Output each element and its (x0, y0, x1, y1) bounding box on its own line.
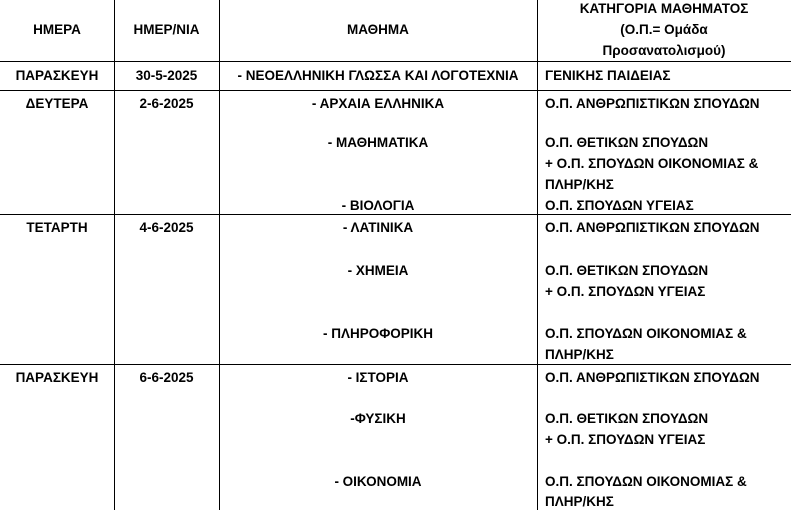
row-day: ΤΕΤΑΡΤΗ (26, 220, 88, 235)
category-cell: ΠΛΗΡ/ΚΗΣ (545, 347, 614, 362)
category-cell: Ο.Π. ΑΝΘΡΩΠΙΣΤΙΚΩΝ ΣΠΟΥΔΩΝ (545, 370, 760, 385)
subject-cell: - ΜΑΘΗΜΑΤΙΚΑ (327, 135, 429, 150)
category-cell: + Ο.Π. ΣΠΟΥΔΩΝ ΥΓΕΙΑΣ (545, 432, 706, 447)
category-cell: + Ο.Π. ΣΠΟΥΔΩΝ ΥΓΕΙΑΣ (545, 284, 706, 299)
category-cell: Ο.Π. ΘΕΤΙΚΩΝ ΣΠΟΥΔΩΝ (545, 135, 709, 150)
row-divider (0, 61, 791, 62)
category-cell: + Ο.Π. ΣΠΟΥΔΩΝ ΟΙΚΟΝΟΜΙΑΣ & (545, 156, 759, 171)
row-day: ΠΑΡΑΣΚΕΥΗ (15, 68, 99, 83)
header-category-line-2: (Ο.Π.= Ομάδα (620, 22, 708, 37)
subject-cell: - ΒΙΟΛΟΓΙΑ (341, 198, 415, 213)
category-cell: Ο.Π. ΣΠΟΥΔΩΝ ΥΓΕΙΑΣ (545, 198, 694, 213)
category-cell: Ο.Π. ΑΝΘΡΩΠΙΣΤΙΚΩΝ ΣΠΟΥΔΩΝ (545, 96, 760, 111)
subject-cell: - ΠΛΗΡΟΦΟΡΙΚΗ (322, 326, 434, 341)
subject-cell: - ΑΡΧΑΙΑ ΕΛΛΗΝΙΚΑ (311, 96, 445, 111)
header-subject: ΜΑΘΗΜΑ (347, 22, 409, 37)
row-day: ΔΕΥΤΕΡΑ (25, 96, 89, 111)
category-cell: Ο.Π. ΣΠΟΥΔΩΝ ΟΙΚΟΝΟΜΙΑΣ & (545, 326, 747, 341)
column-divider (537, 0, 538, 510)
row-date: 2-6-2025 (139, 96, 194, 111)
subject-cell: - ΛΑΤΙΝΙΚΑ (342, 220, 414, 235)
subject-cell: -ΦΥΣΙΚΗ (350, 411, 406, 426)
header-date: ΗΜΕΡ/ΝΙΑ (133, 22, 200, 37)
category-cell: ΠΛΗΡ/ΚΗΣ (545, 177, 614, 192)
header-category-line-1: ΚΑΤΗΓΟΡΙΑ ΜΑΘΗΜΑΤΟΣ (579, 1, 749, 16)
row-date: 6-6-2025 (139, 370, 194, 385)
category-cell: ΠΛΗΡ/ΚΗΣ (545, 494, 614, 509)
category-cell: Ο.Π. ΘΕΤΙΚΩΝ ΣΠΟΥΔΩΝ (545, 411, 709, 426)
category-cell: Ο.Π. ΣΠΟΥΔΩΝ ΟΙΚΟΝΟΜΙΑΣ & (545, 474, 747, 489)
header-day: ΗΜΕΡΑ (33, 22, 81, 37)
subject-cell: - ΟΙΚΟΝΟΜΙΑ (334, 474, 422, 489)
header-category-line-3: Προσανατολισμού) (602, 43, 726, 58)
subject-cell: - ΧΗΜΕΙΑ (347, 263, 409, 278)
subject-cell: - ΝΕΟΕΛΛΗΝΙΚΗ ΓΛΩΣΣΑ ΚΑΙ ΛΟΓΟΤΕΧΝΙΑ (237, 68, 519, 83)
row-day: ΠΑΡΑΣΚΕΥΗ (15, 370, 99, 385)
row-date: 4-6-2025 (139, 220, 194, 235)
category-cell: ΓΕΝΙΚΗΣ ΠΑΙΔΕΙΑΣ (545, 68, 671, 83)
subject-cell: - ΙΣΤΟΡΙΑ (347, 370, 409, 385)
category-cell: Ο.Π. ΘΕΤΙΚΩΝ ΣΠΟΥΔΩΝ (545, 263, 709, 278)
row-divider (0, 364, 791, 365)
category-cell: Ο.Π. ΑΝΘΡΩΠΙΣΤΙΚΩΝ ΣΠΟΥΔΩΝ (545, 220, 760, 235)
row-date: 30-5-2025 (135, 68, 198, 83)
row-divider (0, 90, 791, 91)
